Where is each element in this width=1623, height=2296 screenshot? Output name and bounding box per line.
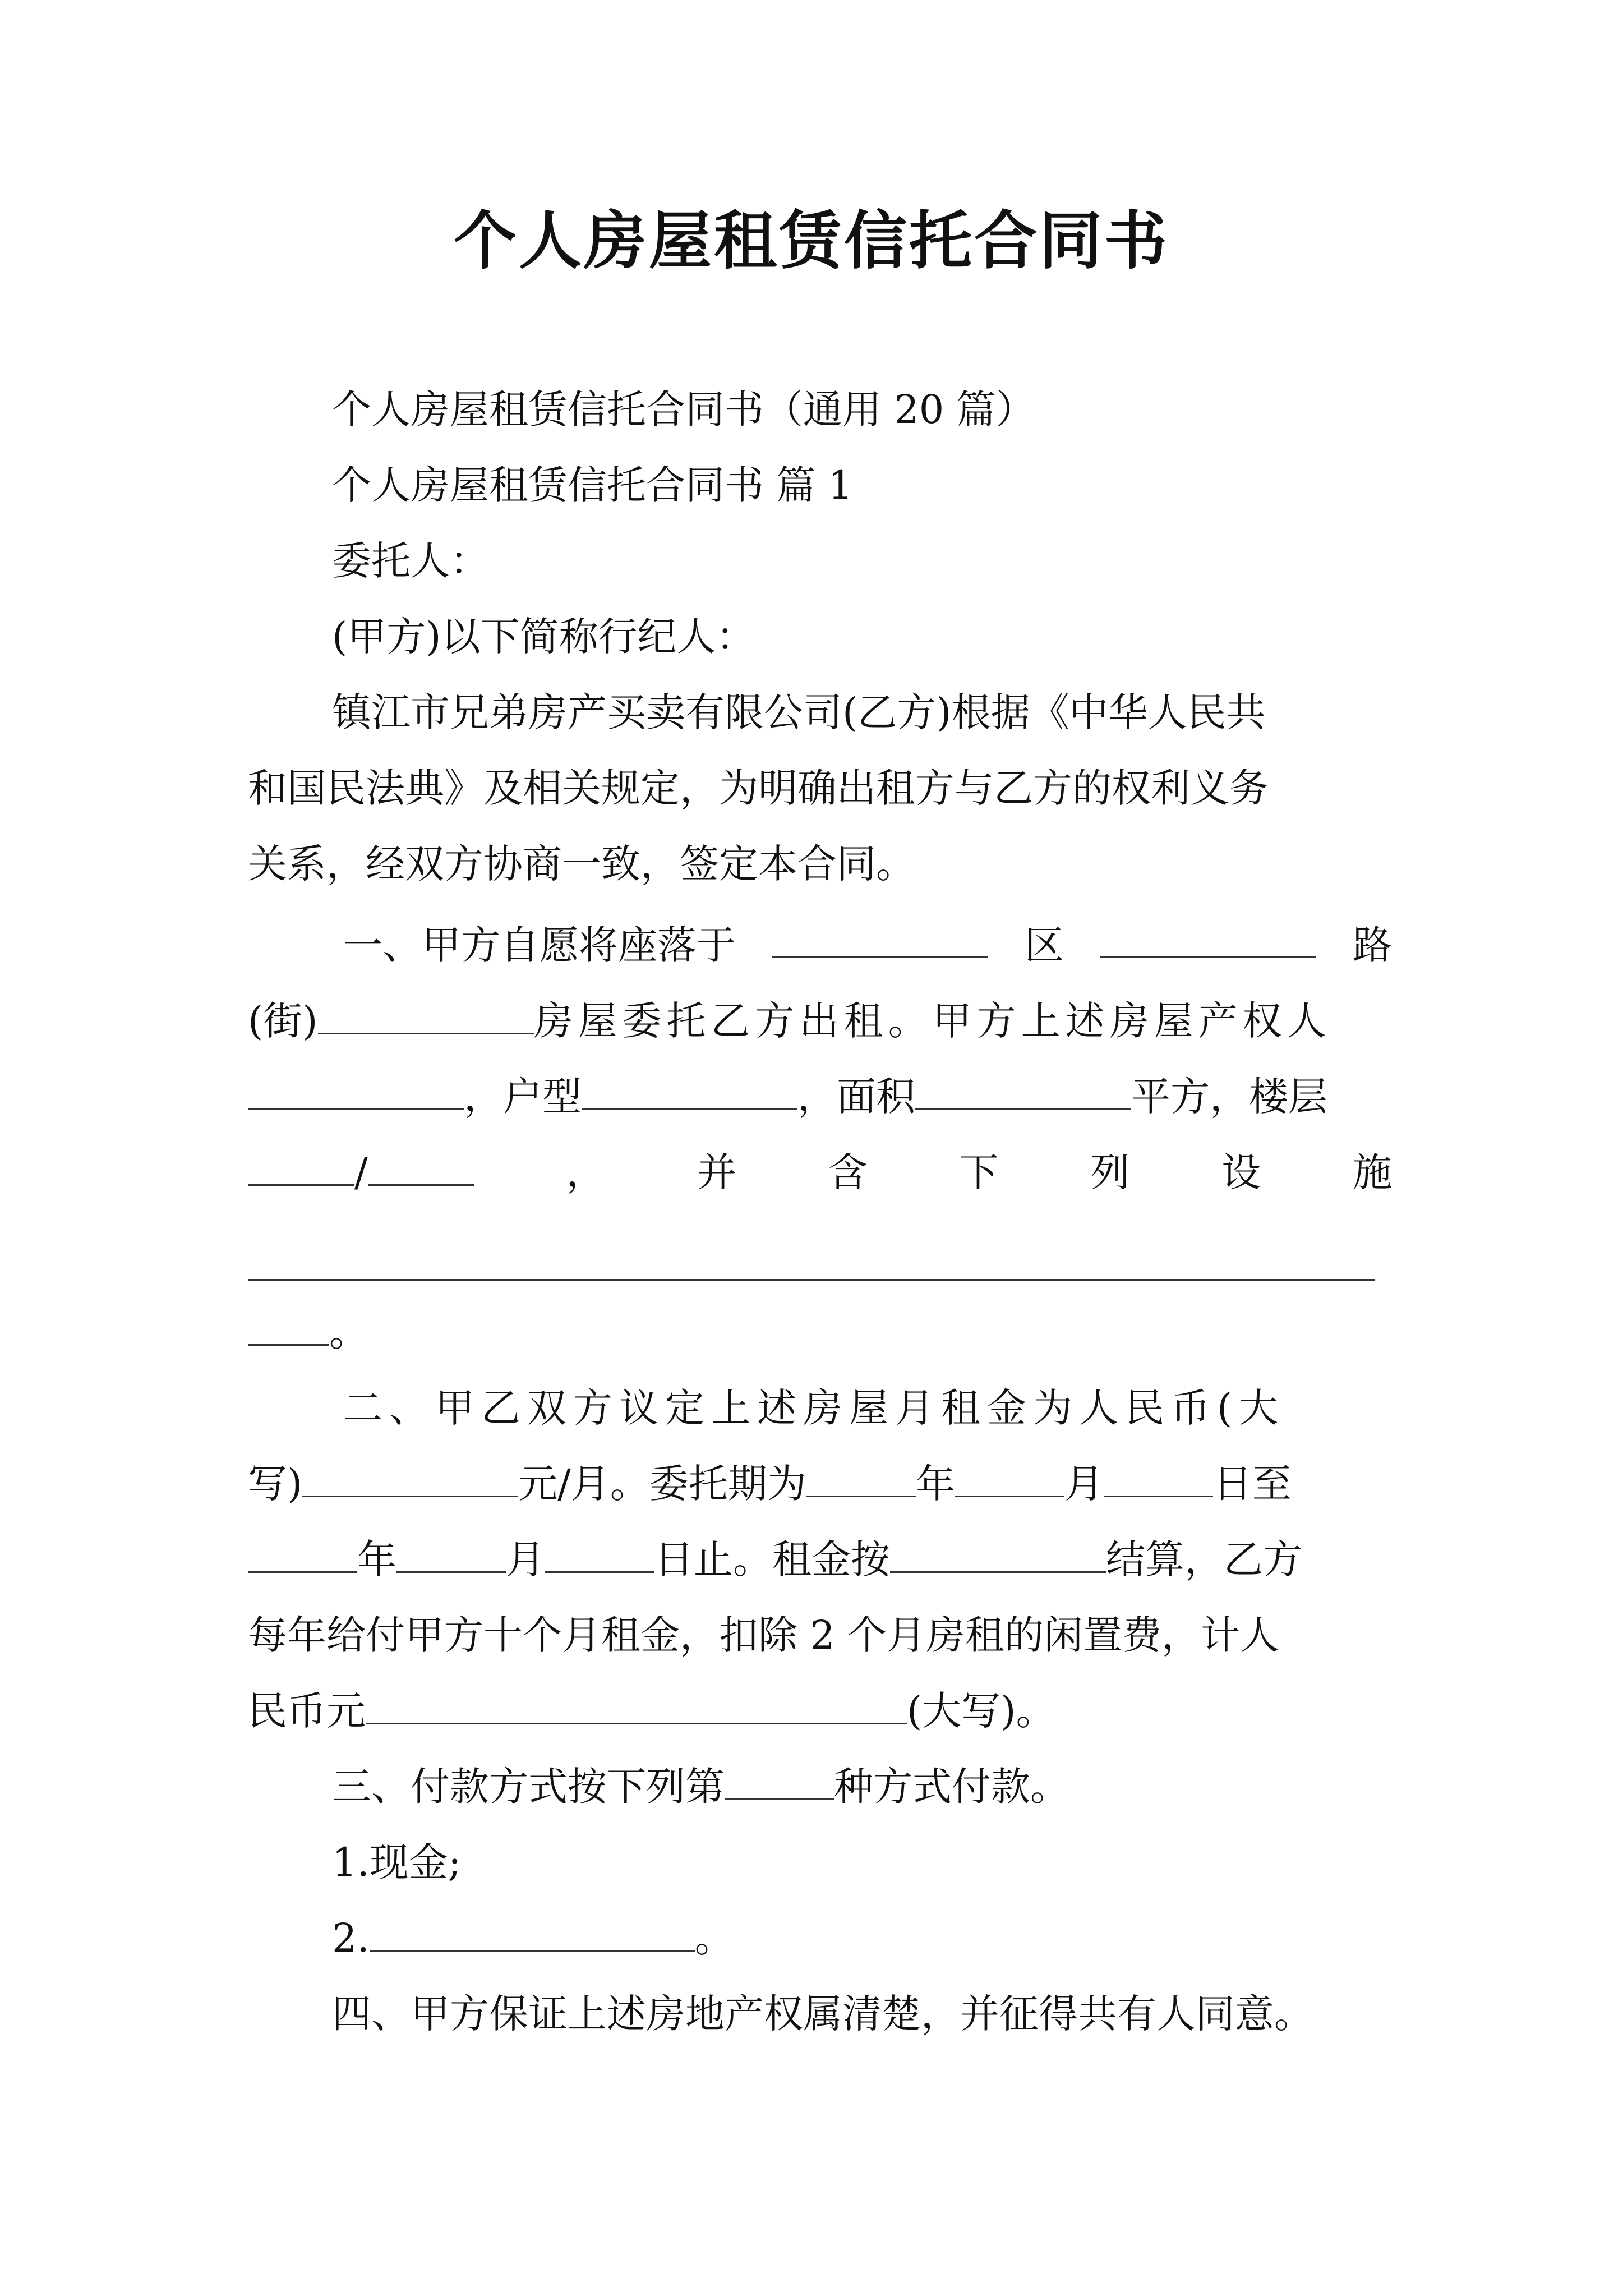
clause-3-line-1 bbox=[332, 1759, 1392, 1815]
clause-1-text-a: 一、甲方自愿将座落于 bbox=[343, 922, 736, 968]
end-month-blank[interactable] bbox=[396, 1532, 506, 1573]
floor-blank[interactable] bbox=[248, 1145, 354, 1186]
start-year-blank[interactable] bbox=[806, 1456, 916, 1497]
road-blank[interactable] bbox=[1100, 917, 1316, 958]
facility-word-2: 并 bbox=[697, 1149, 737, 1195]
clause-2-text-f: 日至 bbox=[1212, 1461, 1292, 1507]
clause-4-text: 四、甲方保证上述房地产权属清楚，并征得共有人同意。 bbox=[332, 1991, 1313, 2037]
payment-option-2-blank[interactable] bbox=[370, 1911, 695, 1952]
clause-2-text-e: 月 bbox=[1064, 1461, 1104, 1507]
clause-1-line-6 bbox=[248, 1304, 1392, 1360]
facility-word-5: 列 bbox=[1090, 1149, 1130, 1195]
clause-2-line-4 bbox=[248, 1607, 1392, 1663]
clause-1-text-b: 区 bbox=[1025, 922, 1064, 968]
clause-3-text-a: 三、付款方式按下列第 bbox=[332, 1764, 725, 1810]
clause-2-text-g: 年 bbox=[357, 1536, 396, 1582]
floor-separator: / bbox=[354, 1149, 368, 1195]
settlement-blank[interactable] bbox=[890, 1532, 1106, 1573]
clause-1-text-g: ，面积 bbox=[797, 1074, 915, 1120]
clause-1-line-3 bbox=[248, 1069, 1392, 1125]
facilities-end-blank[interactable] bbox=[248, 1305, 329, 1346]
end-day-blank[interactable] bbox=[545, 1532, 654, 1573]
preamble-line-1 bbox=[332, 684, 1392, 740]
principal-label: 委托人： bbox=[332, 538, 489, 584]
preamble-text-1: 镇江市兄弟房产买卖有限公司(乙方)根据《中华人民共 bbox=[332, 689, 1266, 735]
clause-2-text-h: 月 bbox=[506, 1536, 545, 1582]
clause-2-line-1 bbox=[343, 1380, 1392, 1436]
rent-blank[interactable] bbox=[302, 1456, 518, 1497]
clause-2-line-2 bbox=[248, 1456, 1392, 1512]
preamble-line-3 bbox=[248, 836, 1392, 892]
preamble-line-2 bbox=[248, 760, 1392, 816]
start-month-blank[interactable] bbox=[955, 1456, 1064, 1497]
layout-blank[interactable] bbox=[582, 1069, 797, 1110]
clause-1-end: 。 bbox=[329, 1309, 368, 1355]
end-year-blank[interactable] bbox=[248, 1532, 357, 1573]
start-day-blank[interactable] bbox=[1104, 1456, 1213, 1497]
clause-2-text-k: 每年给付甲方十个月租金，扣除 2 个月房租的闲置费，计人 bbox=[248, 1612, 1280, 1658]
clause-2-line-5 bbox=[248, 1683, 1392, 1739]
payment-option-2-end: 。 bbox=[694, 1915, 734, 1961]
payment-option-2-label: 2. bbox=[332, 1915, 370, 1961]
facility-word-6: 设 bbox=[1221, 1149, 1261, 1195]
street-blank[interactable] bbox=[318, 993, 534, 1034]
facility-word-3: 含 bbox=[828, 1149, 868, 1195]
section-heading-text: 个人房屋租赁信托合同书 篇 1 bbox=[332, 462, 854, 508]
principal-line bbox=[332, 533, 1476, 589]
agent-label: (甲方)以下简称行纪人： bbox=[332, 614, 755, 660]
preamble-text-3: 关系，经双方协商一致，签定本合同。 bbox=[248, 841, 915, 887]
clause-1-text-c: 路 bbox=[1353, 922, 1392, 968]
facility-word-7: 施 bbox=[1352, 1149, 1392, 1195]
clause-1-text-e: 房屋委托乙方出租。甲方上述房屋产权人 bbox=[533, 998, 1331, 1044]
payment-option-2 bbox=[332, 1910, 1392, 1966]
clause-3-text-b: 种方式付款。 bbox=[834, 1764, 1069, 1810]
clause-4-line-1 bbox=[332, 1986, 1392, 2042]
clause-2-text-b: 写) bbox=[248, 1461, 303, 1507]
payment-option-1-text: 1.现金; bbox=[332, 1839, 462, 1885]
document-title: 个人房屋租赁信托合同书 bbox=[454, 204, 1169, 278]
section-heading-line bbox=[332, 457, 1476, 513]
clause-1-text-d: (街) bbox=[248, 998, 318, 1044]
clause-2-text-a: 二、甲乙双方议定上述房屋月租金为人民币(大 bbox=[343, 1385, 1285, 1431]
clause-2-text-c: 元/月。委托期为 bbox=[518, 1461, 806, 1507]
clause-2-text-m: (大写)。 bbox=[907, 1688, 1055, 1734]
subtitle-line bbox=[332, 381, 1476, 438]
payment-method-blank[interactable] bbox=[725, 1759, 834, 1800]
subtitle-text: 个人房屋租赁信托合同书（通用 20 篇） bbox=[332, 386, 1035, 432]
facility-word-1: ， bbox=[566, 1149, 606, 1195]
preamble-text-2: 和国民法典》及相关规定，为明确出租方与乙方的权利义务 bbox=[248, 765, 1269, 811]
facilities-blank[interactable] bbox=[248, 1279, 1375, 1281]
clause-2-text-j: 结算，乙方 bbox=[1106, 1536, 1302, 1582]
clause-2-text-d: 年 bbox=[915, 1461, 955, 1507]
clause-1-line-4 bbox=[248, 1144, 1392, 1200]
agent-line bbox=[332, 609, 1476, 665]
district-blank[interactable] bbox=[772, 917, 988, 958]
clause-1-text-f: ，户型 bbox=[464, 1074, 582, 1120]
clause-1-text-h: 平方，楼层 bbox=[1131, 1074, 1327, 1120]
clause-2-line-3 bbox=[248, 1531, 1392, 1588]
clause-2-text-l: 民币元 bbox=[248, 1688, 366, 1734]
total-floor-blank[interactable] bbox=[368, 1145, 474, 1186]
amount-blank[interactable] bbox=[366, 1683, 907, 1724]
payment-option-1 bbox=[332, 1834, 1392, 1890]
clause-2-text-i: 日止。租金按 bbox=[654, 1536, 890, 1582]
owner-blank[interactable] bbox=[248, 1069, 464, 1110]
clause-1-line-1 bbox=[343, 917, 1392, 973]
facility-word-4: 下 bbox=[959, 1149, 999, 1195]
floor-group bbox=[248, 1144, 474, 1200]
area-blank[interactable] bbox=[915, 1069, 1131, 1110]
clause-1-line-2 bbox=[248, 993, 1392, 1049]
